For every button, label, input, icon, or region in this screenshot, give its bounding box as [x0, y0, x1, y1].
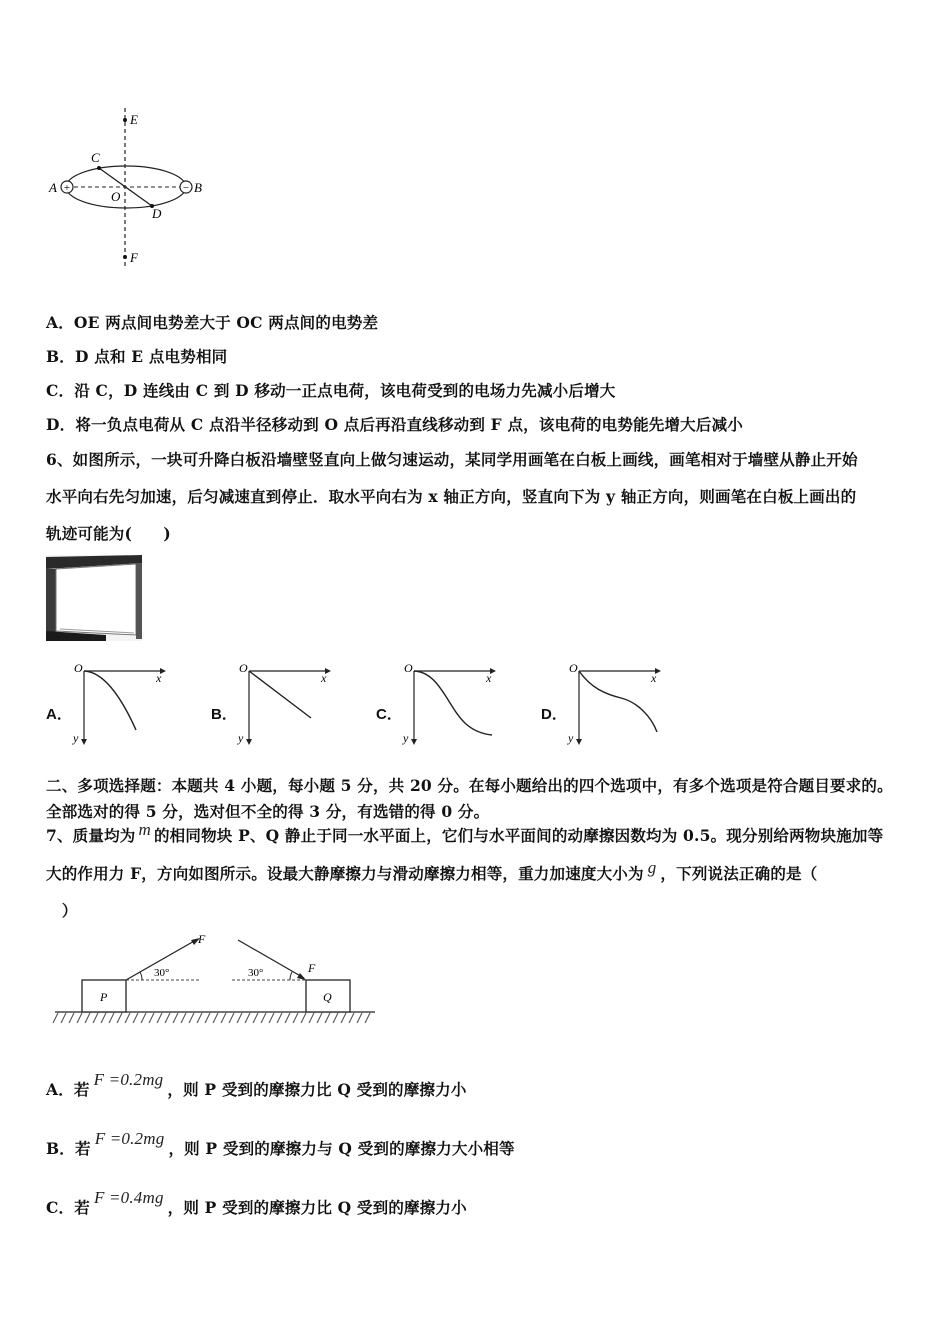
- formula-c: F =0.4mg: [93, 1188, 164, 1207]
- field-diagram: [40, 100, 220, 275]
- svg-text:y: y: [568, 731, 574, 745]
- svg-text:O: O: [74, 661, 83, 675]
- q7-line2: 大的作用力 F，方向如图所示。设最大静摩擦力与滑动摩擦力相等，重力加速度大小为 g ，下列说法正确的是（: [46, 858, 818, 883]
- label-e: E: [130, 112, 138, 127]
- q6-option-d-label: D．: [541, 706, 567, 723]
- svg-text:F: F: [198, 932, 206, 946]
- svg-text:30°: 30°: [248, 967, 264, 979]
- svg-text:x: x: [321, 671, 327, 685]
- q6-graph-b: [235, 660, 335, 748]
- q6-line2: 水平向右先匀加速，后匀减速直到停止．取水平向右为 x 轴正方向，竖直向下为 y 轴正方向，则画笔在白板上画出的: [46, 487, 857, 506]
- q6-graph-c: [400, 660, 500, 748]
- svg-text:y: y: [403, 731, 409, 745]
- q5-option-b: B．D 点和 E 点电势相同: [46, 347, 228, 366]
- q5-option-c: C．沿 C，D 连线由 C 到 D 移动一正点电荷，该电荷受到的电场力先减小后增大: [46, 381, 616, 400]
- label-f: F: [130, 250, 138, 265]
- q6-graph-a: [70, 660, 170, 748]
- gravity-symbol: g: [647, 858, 657, 877]
- svg-text:y: y: [238, 731, 244, 745]
- section2-line1: 二、多项选择题：本题共 4 小题，每小题 5 分，共 20 分。在每小题给出的四个选项中，有多个选项是符合题目要求的。: [46, 776, 893, 795]
- q6-option-a-label: A．: [46, 706, 72, 723]
- label-c: C: [91, 150, 100, 165]
- svg-text:O: O: [404, 661, 413, 675]
- q7-line3: ）: [46, 901, 78, 920]
- point-c: [97, 166, 101, 170]
- trajectory-c: [414, 671, 492, 735]
- label-b: B: [194, 180, 202, 195]
- ground-hatch: [53, 1013, 370, 1023]
- trajectory-a: [84, 671, 136, 730]
- label-a: A: [49, 180, 57, 195]
- q6-option-c-label: C．: [376, 706, 402, 723]
- blocks-diagram: [50, 930, 380, 1030]
- q7-option-a: A．若F =0.2mg，则 P 受到的摩擦力比 Q 受到的摩擦力小: [46, 1070, 467, 1099]
- plus-sign: +: [63, 182, 71, 194]
- q6-graph-d: [565, 660, 665, 748]
- svg-text:x: x: [651, 671, 657, 685]
- label-o: O: [111, 189, 121, 204]
- svg-text:Q: Q: [323, 990, 332, 1004]
- minus-sign: −: [182, 182, 190, 194]
- q5-option-d: D．将一负点电荷从 C 点沿半径移动到 O 点后再沿直线移动到 F 点，该电荷的电势能先增大后减小: [46, 415, 743, 434]
- label-d: D: [152, 206, 162, 221]
- svg-text:x: x: [156, 671, 162, 685]
- svg-text:O: O: [569, 661, 578, 675]
- svg-text:O: O: [239, 661, 248, 675]
- q7-option-c: C．若F =0.4mg，则 P 受到的摩擦力比 Q 受到的摩擦力小: [46, 1188, 467, 1217]
- svg-text:y: y: [73, 731, 79, 745]
- q6-option-b-label: B．: [211, 706, 237, 723]
- q7-line1: 7、质量均为 m 的相同物块 P、Q 静止于同一水平面上，它们与水平面间的动摩擦因数均为 0.5。现分别给两物块施加等: [46, 820, 884, 845]
- svg-text:F: F: [308, 961, 316, 975]
- whiteboard-image: [46, 555, 142, 641]
- q6-line3: 轨迹可能为( ): [46, 524, 171, 543]
- svg-text:P: P: [100, 990, 108, 1004]
- q5-option-a: A．OE 两点间电势差大于 OC 两点间的电势差: [46, 313, 379, 332]
- point-e: [123, 118, 127, 122]
- mass-symbol: m: [138, 820, 151, 839]
- svg-text:30°: 30°: [154, 967, 170, 979]
- svg-text:x: x: [486, 671, 492, 685]
- formula-b: F =0.2mg: [94, 1129, 165, 1148]
- section2-line2: 全部选对的得 5 分，选对但不全的得 3 分，有选错的得 0 分。: [46, 802, 490, 821]
- trajectory-d: [579, 671, 657, 732]
- q7-option-b: B．若F =0.2mg，则 P 受到的摩擦力与 Q 受到的摩擦力大小相等: [46, 1129, 515, 1158]
- formula-a: F =0.2mg: [93, 1070, 164, 1089]
- trajectory-b: [249, 671, 311, 718]
- q6-line1: 6、如图所示，一块可升降白板沿墙壁竖直向上做匀速运动，某同学用画笔在白板上画线，画笔相对于墙壁从静止开始: [46, 450, 858, 469]
- point-f: [123, 255, 127, 259]
